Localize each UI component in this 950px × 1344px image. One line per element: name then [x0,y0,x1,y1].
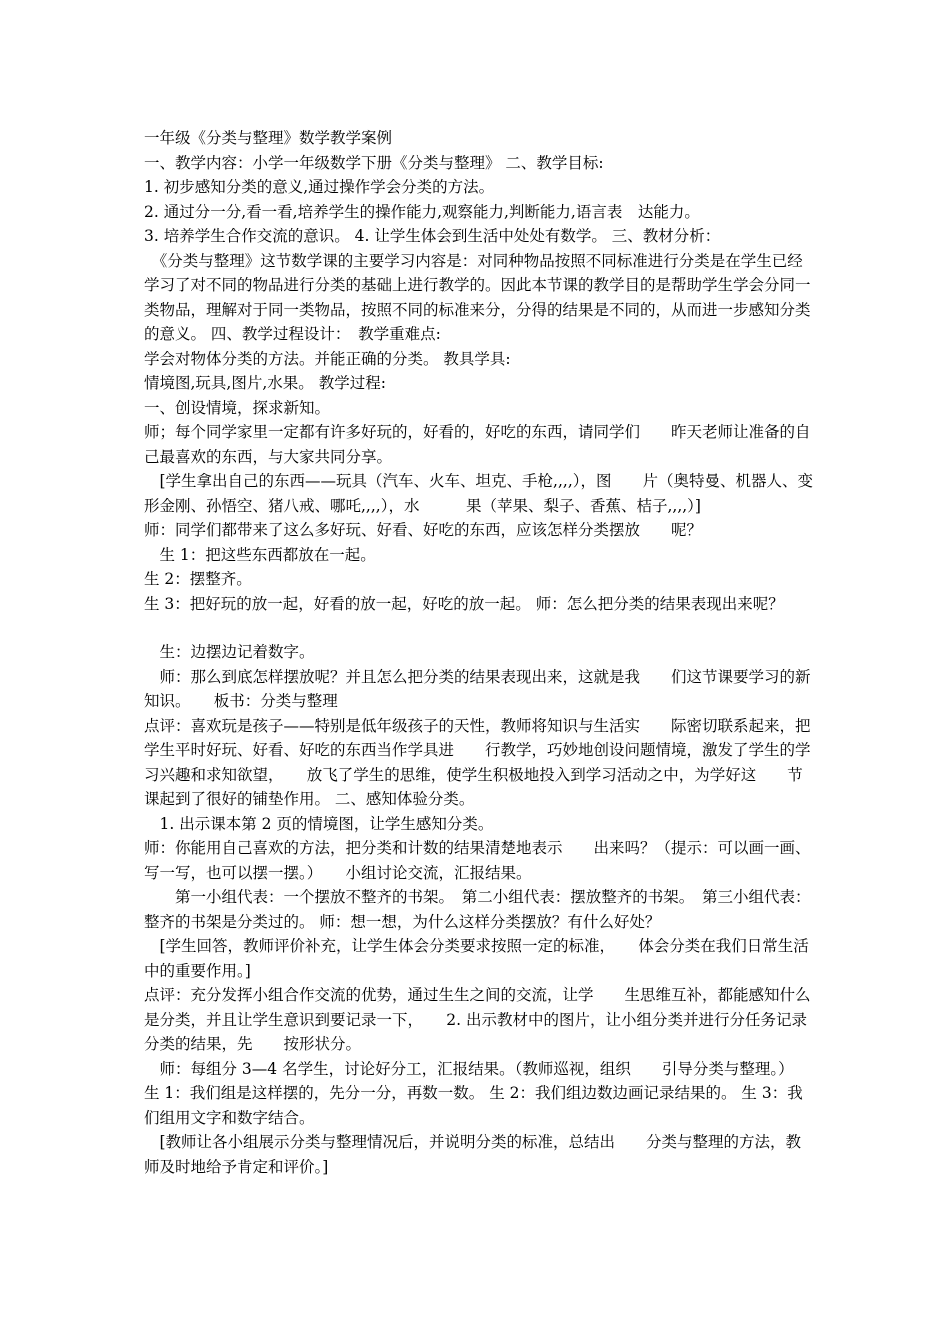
paragraph-goal-2: 2. 通过分一分,看一看,培养学生的操作能力,观察能力,判断能力,语言表 达能力。 [144,202,700,221]
paragraph-group-work: 师：每组分 3—4 名学生，讨论好分工，汇报结果。（教师巡视，组织 引导分类与整理。） [144,1059,794,1078]
paragraph-comment-2: 点评：充分发挥小组合作交流的优势，通过生生之间的交流，让学 生思维互补，都能感知什么是分类，并且让学生意识到要记录一下， 2. 出示教材中的图片，让小组分类并进行分任务记录分类的结果，先 按形状分。 [144,986,811,1053]
paragraph-goal-3-4: 3. 培养学生合作交流的意识。 4. 让学生体会到生活中处处有数学。 三、教材分析： [144,227,721,245]
paragraph-step-1: 1. 出示课本第 2 页的情境图，让学生感知分类。 [144,814,494,833]
paragraph-students-items: [学生拿出自己的东西——玩具（汽车、火车、坦克、手枪,,,,），图 片（奥特曼、机器人、变形金刚、孙悟空、猪八戒、哪吒,,,,），水 果（苹果、梨子、香蕉、桔子,,,,）] [144,472,814,515]
paragraph-goal-1: 1. 初步感知分类的意义,通过操作学会分类的方法。 [144,178,495,196]
paragraph-spacer [144,616,816,640]
paragraph-student-1: 生 1：把这些东西都放在一起。 [144,545,376,564]
paragraph-group-results: 生 1：我们组是这样摆的，先分一分，再数一数。 生 2：我们组边数边画记录结果的。 生 3：我们组用文字和数字结合。 [144,1084,803,1127]
paragraph-teacher-question: 师：同学们都带来了这么多好玩、好看、好吃的东西，应该怎样分类摆放 呢？ [144,521,703,539]
paragraph-section-1-heading: 一、创设情境，探求新知。 [144,398,331,417]
paragraph-student-answers: [学生回答，教师评价补充，让学生体会分类要求按照一定的标准， 体会分类在我们日常生活中的重要作用。] [144,937,809,980]
paragraph-teacher-method: 师：你能用自己喜欢的方法，把分类和计数的结果清楚地表示 出来吗？（提示：可以画一画、写一写，也可以摆一摆。） 小组讨论交流，汇报结果。 [144,839,811,882]
paragraph-summary: [教师让各小组展示分类与整理情况后，并说明分类的标准，总结出 分类与整理的方法，教师及时地给予肯定和评价。] [144,1133,802,1176]
document-body [144,126,816,1179]
paragraph-teaching-content: 一、教学内容：小学一年级数学下册《分类与整理》 二、教学目标: [144,153,604,172]
paragraph-teacher-blackboard: 师：那么到底怎样摆放呢？并且怎么把分类的结果表现出来，这就是我 们这节课要学习的新知识。 板书：分类与整理 [144,667,811,710]
paragraph-comment-1: 点评：喜欢玩是孩子——特别是低年级孩子的天性，教师将知识与生活实 际密切联系起来，把学生平时好玩、好看、好吃的东西当作学具进 行教学，巧妙地创设问题情境，激发了学生的学习兴趣和求知欲望， 放飞了学生的思维，使学生积极地投入到学习活动之中，为学好这 节课起到了很好的铺垫作用。 二、感知体验分类。 [144,716,811,808]
paragraph-student-2: 生 2：摆整齐。 [144,570,252,588]
paragraph-student-record: 生：边摆边记着数字。 [144,643,315,661]
paragraph-student-3: 生 3：把好玩的放一起，好看的放一起，好吃的放一起。 师：怎么把分类的结果表现出来呢？ [144,594,784,613]
document-title: 一年级《分类与整理》数学教学案例 [144,129,393,147]
paragraph-teaching-aids: 情境图,玩具,图片,水果。 教学过程: [144,374,386,392]
paragraph-group-reports: 第一小组代表：一个摆放不整齐的书架。 第二小组代表：摆放整齐的书架。 第三小组代表：整齐的书架是分类过的。 师：想一想，为什么这样分类摆放？有什么好处？ [144,888,811,931]
paragraph-teacher-intro: 师；每个同学家里一定都有许多好玩的，好看的，好吃的东西，请同学们 昨天老师让准备的自己最喜欢的东西，与大家共同分享。 [144,423,811,466]
paragraph-material-analysis: 《分类与整理》这节数学课的主要学习内容是：对同种物品按照不同标准进行分类是在学生已经学习了对不同的物品进行分类的基础上进行教学的。因此本节课的教学目的是帮助学生学会分同一类物品，理解对于同一类物品，按照不同的标准来分，分得的结果是不同的，从而进一步感知分类的意义。 四、教学过程设计： 教学重难点: [144,251,811,343]
paragraph-key-points: 学会对物体分类的方法。并能正确的分类。 教具学具: [144,349,511,368]
